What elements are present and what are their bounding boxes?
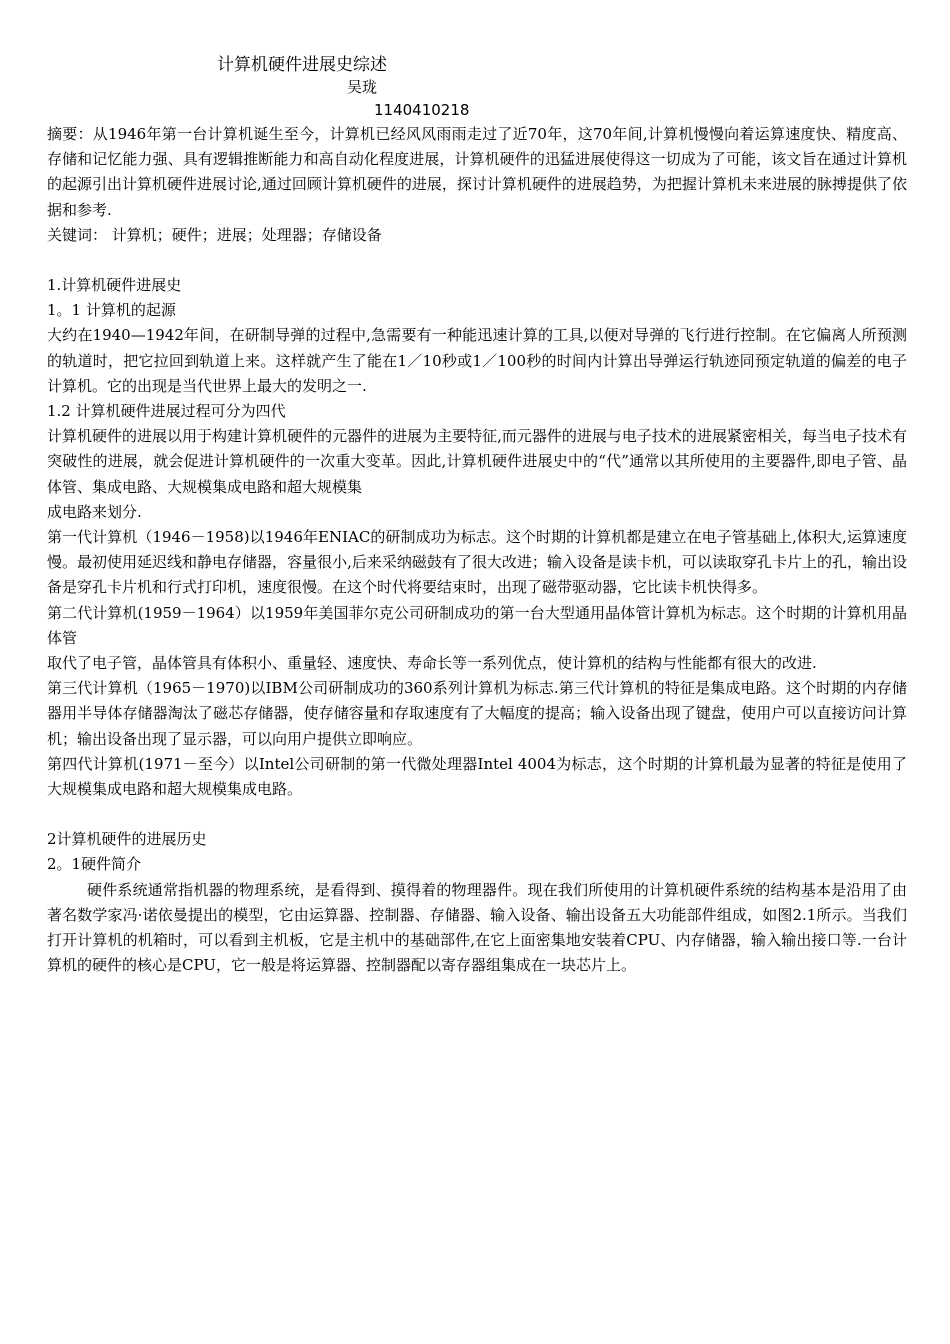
- keywords: 关键词： 计算机；硬件；进展；处理器；存储设备: [47, 225, 382, 244]
- doc-title: 计算机硬件进展史综述: [217, 55, 387, 75]
- generation-1-paragraph: 第一代计算机（1946－1958)以1946年ENIAC的研制成功为标志。这个时期的计算机都是建立在电子管基础上,体积大,运算速度慢。最初使用延迟线和静电存储器，容量很小,后来采纳磁鼓有了很大改进；输入设备是读卡机，可以读取穿孔卡片上的孔，输出设备是穿孔卡片机和行式打印机，速度很慢。在这个时代将要结束时，出现了磁带驱动器，它比读卡机快得多。: [47, 528, 907, 597]
- generation-2-paragraph-cont: 取代了电子管，晶体管具有体积小、重量轻、速度快、寿命长等一系列优点，使计算机的结构与性能都有很大的改进.: [47, 654, 817, 673]
- doc-author: 吴珑: [347, 78, 378, 96]
- abstract: 摘要：从1946年第一台计算机诞生至今，计算机已经风风雨雨走过了近70年，这70年间,计算机慢慢向着运算速度快、精度高、存储和记忆能力强、具有逻辑推断能力和高自动化程度进展，计算机硬件的迅猛进展使得这一切成为了可能，该文旨在通过计算机的起源引出计算机硬件进展讨论,通过回顾计算机硬件的进展，探讨计算机硬件的进展趋势，为把握计算机未来进展的脉搏提供了依据和参考.: [47, 125, 907, 219]
- section-1-1-heading: 1。1 计算机的起源: [47, 301, 176, 320]
- generation-2-paragraph: 第二代计算机(1959－1964）以1959年美国菲尔克公司研制成功的第一台大型通用晶体管计算机为标志。这个时期的计算机用晶体管: [47, 603, 907, 647]
- generation-3-paragraph: 第三代计算机（1965－1970)以IBM公司研制成功的360系列计算机为标志.第三代计算机的特征是集成电路。这个时期的内存储器用半导体存储器淘汰了磁芯存储器，使存储容量和存取速度有了大幅度的提高；输入设备出现了键盘，使用户可以直接访问计算机；输出设备出现了显示器，可以向用户提供立即响应。: [47, 679, 907, 748]
- section-1-1-paragraph: 大约在1940—1942年间，在研制导弹的过程中,急需要有一种能迅速计算的工具,以便对导弹的飞行进行控制。在它偏离人所预测的轨道时，把它拉回到轨道上来。这样就产生了能在1／10秒或1／100秒的时间内计算出导弹运行轨迹同预定轨道的偏差的电子计算机。它的出现是当代世界上最大的发明之一.: [47, 326, 907, 395]
- section-2-1-heading: 2。1硬件简介: [47, 855, 142, 874]
- blank-line: [47, 248, 907, 273]
- section-2-heading: 2计算机硬件的进展历史: [47, 830, 207, 849]
- section-1-2-heading: 1.2 计算机硬件进展过程可分为四代: [47, 402, 286, 421]
- section-1-2-paragraph: 计算机硬件的进展以用于构建计算机硬件的元器件的进展为主要特征,而元器件的进展与电子技术的进展紧密相关，每当电子技术有突破性的进展，就会促进计算机硬件的一次重大变革。因此,计算机硬件进展史中的“代”通常以其所使用的主要器件,即电子管、晶体管、集成电路、大规模集成电路和超大规模集: [47, 427, 907, 496]
- section-1-heading: 1.计算机硬件进展史: [47, 276, 182, 295]
- section-1-2-paragraph-end: 成电路来划分.: [47, 502, 142, 521]
- blank-line: [47, 802, 907, 827]
- section-2-1-paragraph: 硬件系统通常指机器的物理系统，是看得到、摸得着的物理器件。现在我们所使用的计算机硬件系统的结构基本是沿用了由著名数学家冯·诺依曼提出的模型，它由运算器、控制器、存储器、输入设备、输出设备五大功能部件组成，如图2.1所示。当我们打开计算机的机箱时，可以看到主机板，它是主机中的基础部件,在它上面密集地安装着CPU、内存储器，输入输出接口等.一台计算机的硬件的核心是CPU，它一般是将运算器、控制器配以寄存器组集成在一块芯片上。: [47, 880, 907, 975]
- generation-4-paragraph: 第四代计算机(1971－至今）以Intel公司研制的第一代微处理器Intel 4004为标志，这个时期的计算机最为显著的特征是使用了大规模集成电路和超大规模集成电路。: [47, 754, 907, 799]
- document-page: [47, 54, 907, 979]
- student-id: 1140410218: [374, 101, 470, 119]
